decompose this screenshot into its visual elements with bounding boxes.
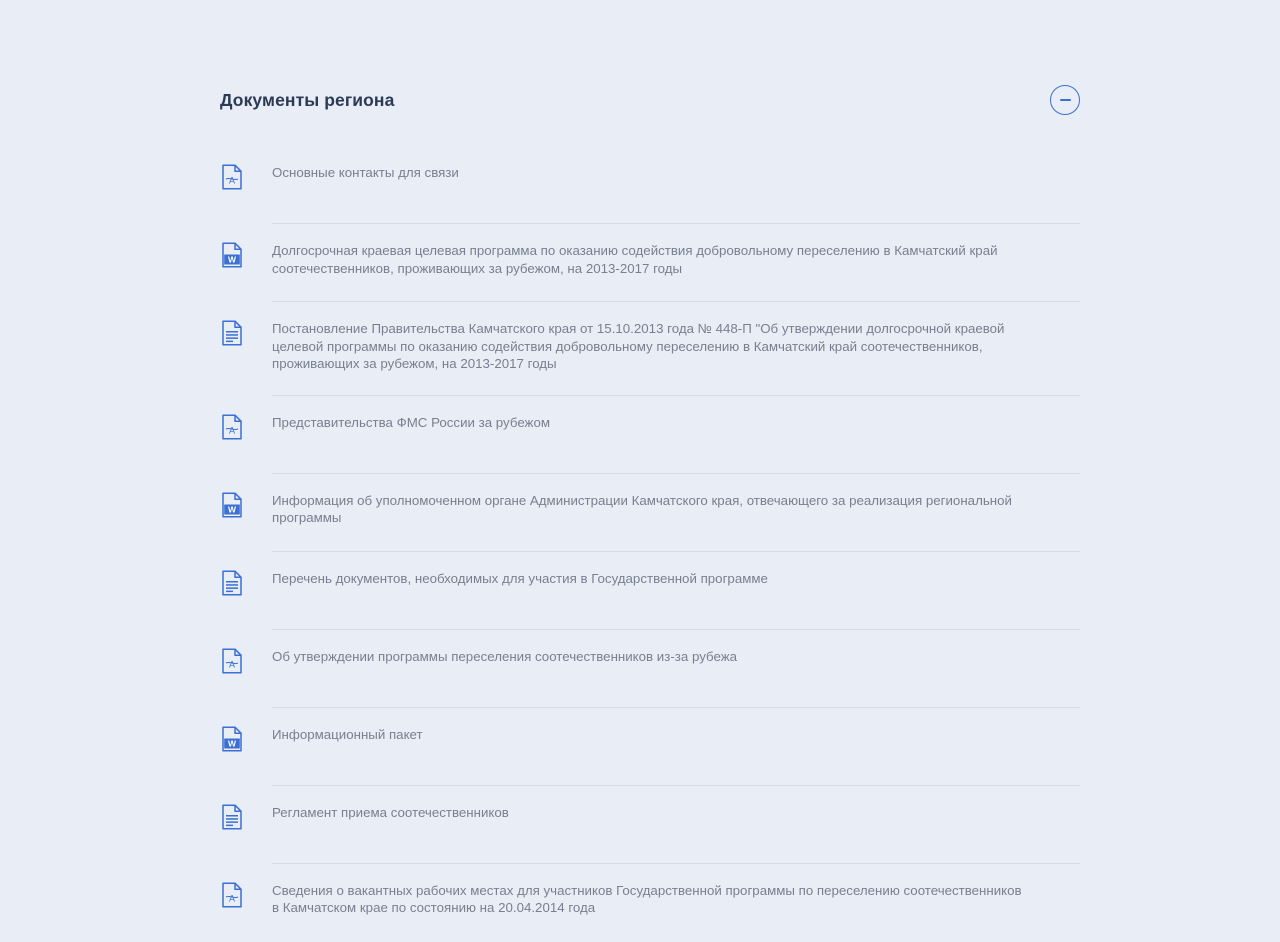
svg-text:W: W <box>227 737 237 748</box>
document-list-item[interactable] <box>220 552 1080 630</box>
document-link[interactable]: Представительства ФМС России за рубежом <box>272 414 550 430</box>
documents-panel <box>220 72 1080 942</box>
documents-list <box>220 152 1080 942</box>
pdf-file-icon <box>220 164 272 190</box>
document-link[interactable]: Перечень документов, необходимых для участия в Государственной программе <box>272 570 768 586</box>
document-list-item[interactable] <box>220 224 1080 302</box>
word-file-icon <box>220 492 272 518</box>
document-list-item[interactable] <box>220 152 1080 224</box>
document-list-item[interactable] <box>220 864 1080 942</box>
minus-icon <box>1060 99 1071 101</box>
document-list-item[interactable] <box>220 786 1080 864</box>
document-link[interactable]: Сведения о вакантных рабочих местах для участников Государственной программы по переселению соотечественников в Камчатском крае по состоянию на 20.04.2014 года <box>272 882 1022 915</box>
document-row-body <box>272 320 1080 396</box>
document-link[interactable]: Постановление Правительства Камчатского края от 15.10.2013 года № 448-П "Об утверждении долгосрочной краевой целевой программы по оказанию содействия добровольному переселению в Камчатский край соотечественников, проживающих за рубежом, на 2013-2017 годы <box>272 321 1005 371</box>
word-file-icon <box>220 242 272 268</box>
document-row-body <box>272 726 1080 786</box>
document-row-body <box>272 414 1080 474</box>
svg-text:A: A <box>228 659 236 669</box>
document-list-item[interactable] <box>220 474 1080 552</box>
document-row-body <box>272 882 1080 942</box>
document-link[interactable]: Регламент приема соотечественников <box>272 804 509 820</box>
page-title: Документы региона <box>220 89 395 110</box>
document-list-item[interactable] <box>220 630 1080 708</box>
panel-header <box>220 72 1080 128</box>
document-list-item[interactable] <box>220 396 1080 474</box>
text-file-icon <box>220 804 272 830</box>
document-list-item[interactable] <box>220 302 1080 396</box>
document-link[interactable]: Об утверждении программы переселения соотечественников из-за рубежа <box>272 648 737 664</box>
pdf-file-icon <box>220 648 272 674</box>
collapse-toggle-button[interactable] <box>1050 85 1080 115</box>
text-file-icon <box>220 320 272 346</box>
document-row-body <box>272 492 1080 552</box>
text-file-icon <box>220 570 272 596</box>
svg-text:W: W <box>227 503 237 514</box>
document-link[interactable]: Информационный пакет <box>272 726 423 742</box>
document-row-body <box>272 164 1080 224</box>
pdf-file-icon <box>220 882 272 908</box>
document-row-body <box>272 648 1080 708</box>
document-row-body <box>272 242 1080 302</box>
document-link[interactable]: Информация об уполномоченном органе Администрации Камчатского края, отвечающего за реализация региональной программы <box>272 492 1012 525</box>
document-row-body <box>272 804 1080 864</box>
document-row-body <box>272 570 1080 630</box>
document-list-item[interactable] <box>220 708 1080 786</box>
pdf-file-icon <box>220 414 272 440</box>
svg-text:A: A <box>228 175 236 186</box>
document-link[interactable]: Основные контакты для связи <box>272 165 459 180</box>
word-file-icon <box>220 726 272 752</box>
document-link[interactable]: Долгосрочная краевая целевая программа по оказанию содействия добровольному переселению в Камчатский край соотечественников, проживающих за рубежом, на 2013-2017 годы <box>272 243 998 276</box>
svg-text:A: A <box>228 425 236 435</box>
svg-text:A: A <box>228 893 236 903</box>
svg-text:W: W <box>227 254 237 265</box>
